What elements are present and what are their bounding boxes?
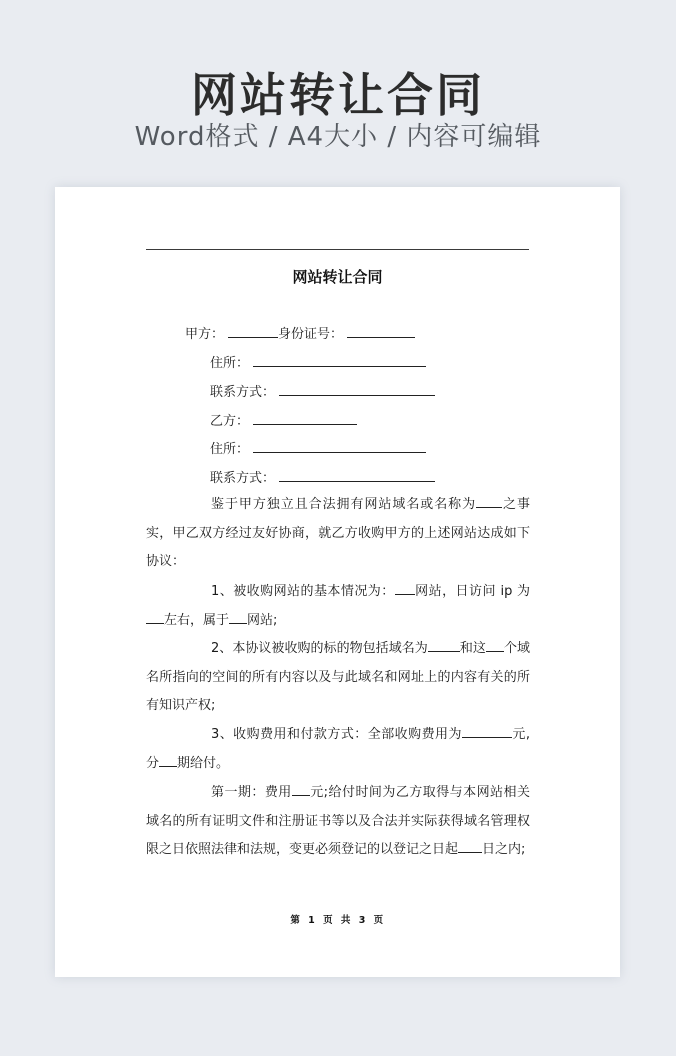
contact-a-row: [210, 382, 435, 403]
address-a-field[interactable]: [253, 353, 426, 367]
website-category-field[interactable]: [229, 610, 247, 624]
total-fee-field[interactable]: [462, 724, 512, 738]
party-a-label: 甲方：: [185, 327, 225, 342]
domain-name-field[interactable]: [476, 494, 502, 508]
party-b-label: 乙方：: [210, 414, 250, 429]
address-b-label: 住所：: [210, 442, 250, 457]
contact-b-row: [210, 468, 435, 489]
preamble-text-1: 鉴于甲方独立且合法拥有网站域名或名称为: [211, 497, 477, 512]
clause-1-text-1: 1、被收购网站的基本情况为：: [211, 584, 395, 599]
clause-1: [146, 578, 530, 635]
address-b-row: [210, 439, 426, 460]
party-a-row: [185, 324, 415, 345]
hero-subtitle: Word格式 / A4大小 / 内容可编辑: [134, 122, 542, 152]
clause-3: [146, 721, 530, 778]
id-label: 身份证号：: [278, 327, 344, 342]
installment-1: [146, 779, 530, 865]
installment-1-text-3: 日之内;: [482, 842, 526, 858]
installment-1-text-1: 第一期：费用: [211, 785, 292, 800]
party-b-row: [210, 411, 357, 432]
clause-2-text-1: 2、本协议被收购的标的物包括域名为: [211, 641, 428, 656]
document-title: 网站转让合同: [292, 268, 383, 286]
address-b-field[interactable]: [253, 439, 426, 453]
target-domain-field[interactable]: [428, 638, 460, 652]
address-a-row: [210, 353, 426, 374]
address-a-label: 住所：: [210, 356, 250, 371]
document-page: [55, 187, 620, 977]
clause-3-text-4: 期给付。: [177, 755, 230, 771]
clause-3-text-1: 3、收购费用和付款方式：全部收购费用为: [211, 727, 462, 742]
party-a-field[interactable]: [228, 324, 278, 338]
contact-a-field[interactable]: [279, 382, 435, 396]
clause-3-text-3: 分: [146, 755, 160, 771]
clause-2: [146, 635, 530, 721]
installment-1-fee-field[interactable]: [292, 782, 310, 796]
daily-ip-field[interactable]: [146, 610, 164, 624]
clause-2-text-3: 个域名所指向的空间的所有内容以及与此域名和网址上的内容有关的所有知识产权;: [146, 641, 530, 714]
clause-1-text-2: 网站，日访问 ip 为: [414, 584, 530, 599]
website-type-field[interactable]: [395, 581, 415, 595]
party-b-field[interactable]: [253, 411, 357, 425]
preamble-text-2: 之事实，甲乙双方经过友好协商，就乙方收购甲方的上述网站达成如下协议：: [146, 497, 530, 570]
contact-b-field[interactable]: [279, 468, 435, 482]
hero-title: 网站转让合同: [191, 68, 485, 122]
preamble: [146, 491, 530, 577]
domain-count-field[interactable]: [486, 638, 504, 652]
installment-1-text-2: 元;给付时间为乙方取得与本网站相关域名的所有证明文件和注册证书等以及合法并实际获得域名管理权限之日依照法律和法规，变更必须登记的以登记之日起: [146, 785, 530, 858]
clause-1-text-4: 网站;: [247, 612, 278, 628]
clause-3-text-2: 元,: [511, 727, 530, 742]
contact-b-label: 联系方式：: [210, 471, 276, 486]
page-footer: 第 1 页 共 3 页: [290, 915, 385, 926]
installment-count-field[interactable]: [159, 753, 177, 767]
clause-2-text-2: 和这: [459, 641, 486, 656]
header-rule: [146, 249, 529, 250]
id-number-field[interactable]: [347, 324, 415, 338]
contact-a-label: 联系方式：: [210, 385, 276, 400]
clause-1-text-3: 左右，属于: [164, 612, 230, 628]
installment-1-days-field[interactable]: [458, 839, 482, 853]
